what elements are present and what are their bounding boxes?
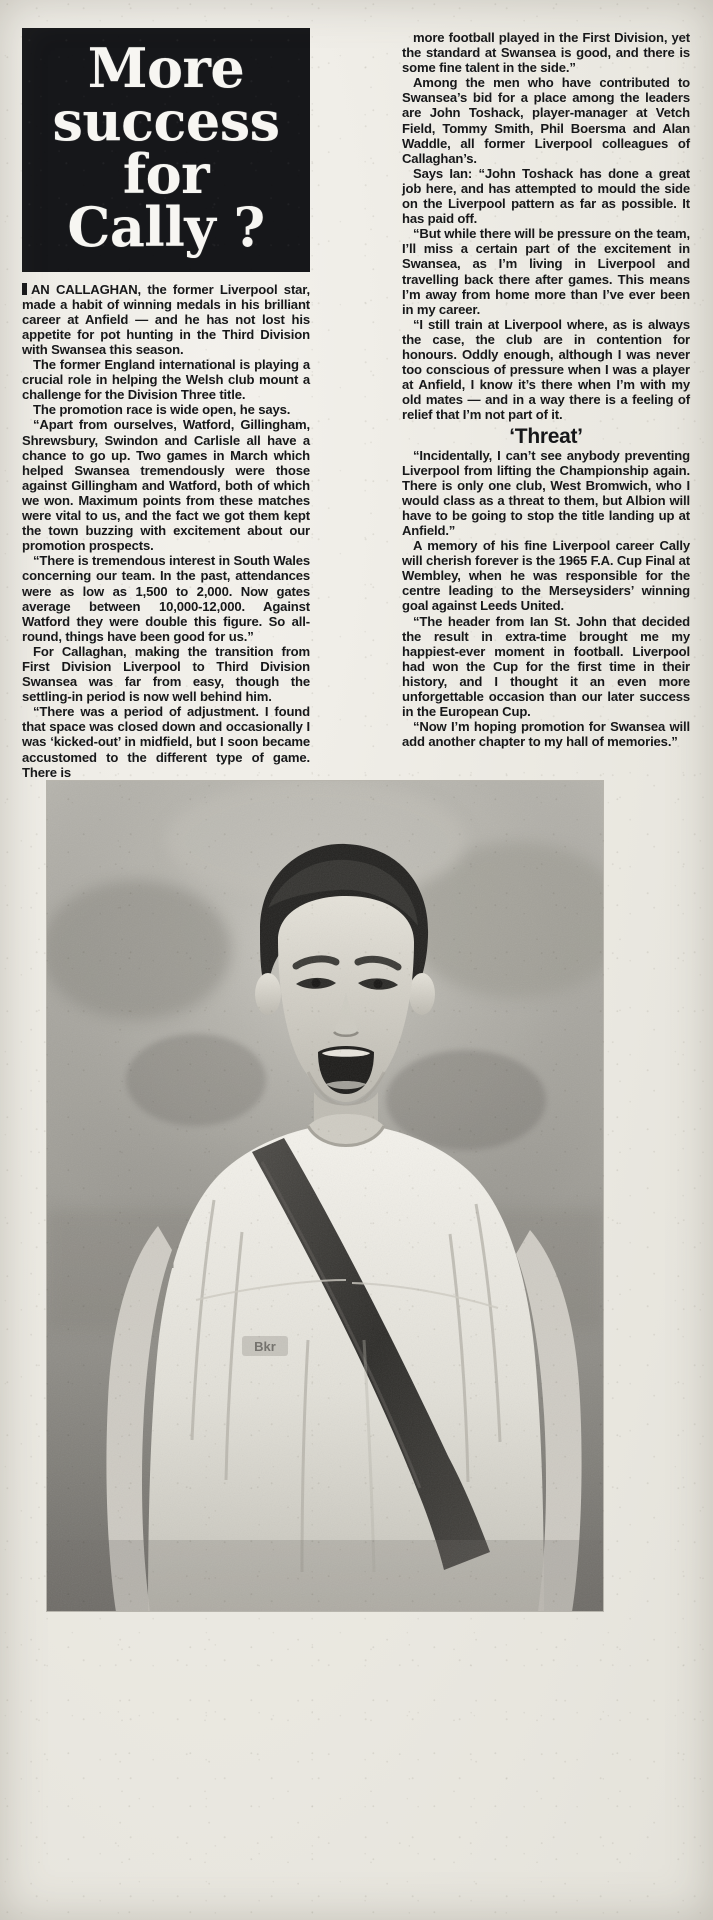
paragraph: The promotion race is wide open, he says. [33, 402, 291, 418]
paragraph: “Now I’m hoping promotion for Swansea will add another chapter to my hall of memories.” [402, 719, 690, 750]
paragraph: “I still train at Liverpool where, as is always the case, the club are in contention for honours. Oddly enough, although I was never too conscious of pressure when I was a player at Anfield, I know it’s there when I’m with my old mates — and in a way there is a feeling of relief that I’m not part of it. [402, 316, 690, 423]
paragraph: The former England international is playing a crucial role in helping the Welsh club mount a challenge for the Division Three title. [22, 357, 310, 403]
headline-box [22, 28, 310, 272]
paragraph: A memory of his fine Liverpool career Cally will cherish forever is the 1965 F.A. Cup Final at Wembley, when he was responsible for the centre leading to the Merseysiders’ winning goal against Leeds United. [402, 538, 690, 614]
lead-paragraph [22, 282, 310, 357]
paragraph: Says Ian: “John Toshack has done a great job here, and has attempted to mould the side on the Liverpool pattern as far as possible. It has paid off. [402, 165, 690, 227]
headline-line-2: success [52, 88, 280, 153]
headline-line-4: Cally ? [67, 194, 265, 259]
drop-cap-bar [22, 283, 27, 295]
paragraph: For Callaghan, making the transition from First Division Liverpool to Third Division Swansea was far from easy, though the settling-in period is now well behind him. [22, 643, 310, 705]
article-right-column [402, 28, 690, 749]
headline-line-3: for [122, 141, 210, 206]
section-subheading-threat: ‘Threat’ [509, 425, 583, 449]
paragraph: “The header from Ian St. John that decided the result in extra-time brought me my happiest-ever moment in football. Liverpool had won the Cup for the first time in their history, and I thought it an even more unforgettable occasion than our later success in the European Cup. [402, 613, 690, 720]
paragraph: “There is tremendous interest in South Wales concerning our team. In the past, attendances were as low as 1,500 to 2,000. Now gates average between 10,000-12,000. Against Watford they were double this figure. So all-round, things have been good for us.” [22, 553, 310, 644]
paragraph: “Apart from ourselves, Watford, Gillingham, Shrewsbury, Swindon and Carlisle all have a chance to go up. Two games in March which helped Swansea tremendously were those against Gillingham and Watford, both of which we won. Maximum points from these matches were vital to us, and the fact we got them kept the town buzzing with excitement about our promotion prospects. [22, 417, 310, 554]
paragraph: more football played in the First Division, yet the standard at Swansea is good, and there is some fine talent in the side.” [402, 30, 690, 76]
article-photograph [46, 780, 604, 1612]
photograph-image [46, 780, 604, 1612]
headline-line-1: More [87, 36, 245, 100]
paragraph: “There was a period of adjustment. I found that space was closed down and occasionally I was ‘kicked-out’ in midfield, but I soon became accustomed to the different type of game. There is [22, 704, 310, 780]
lead-paragraph-text: AN CALLAGHAN, the former Liverpool star, made a habit of winning medals in his brilliant career at Anfield — and he has not lost his appetite for pot hunting in the Third Division with Swansea this season. [22, 281, 310, 357]
article-left-column [22, 282, 310, 780]
article-page [22, 28, 690, 1612]
paragraph: “But while there will be pressure on the team, I’ll miss a certain part of the excitement in Swansea, as I’m living in Liverpool and travelling back there after games. This means I’m away from home more than I’ve ever been in my career. [402, 226, 690, 317]
paragraph: Among the men who have contributed to Swansea’s bid for a place among the leaders are John Toshack, player-manager at Vetch Field, Tommy Smith, Phil Boersma and Alan Waddle, all former Liverpool colleagues of Callaghan’s. [402, 75, 690, 166]
paragraph: “Incidentally, I can’t see anybody preventing Liverpool from lifting the Championship again. There is only one club, West Bromwich, who I would class as a threat to them, but Albion will have to be going to stop the title landing up at Anfield.” [402, 447, 690, 538]
